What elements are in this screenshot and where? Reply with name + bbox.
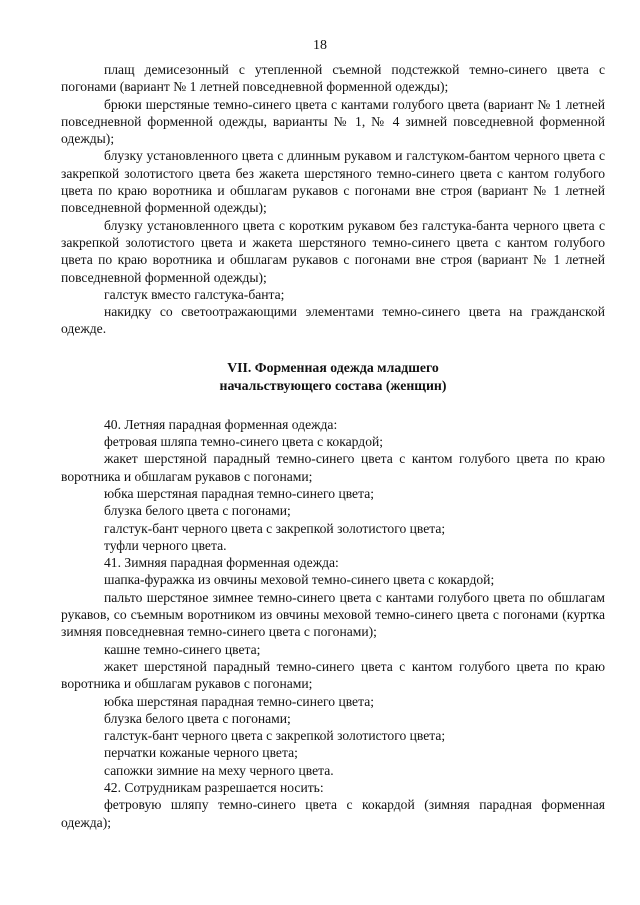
list-item: шапка-фуражка из овчины меховой темно-синего цвета с кокардой; xyxy=(104,572,495,588)
section-heading xyxy=(61,359,605,395)
section-heading-line-2: начальствующего состава (женщин) xyxy=(219,377,447,393)
clause-heading: 42. Сотрудникам разрешается носить: xyxy=(104,779,324,795)
paragraph: блузку установленного цвета с коротким рукавом без галстука-банта черного цвета с закрепкой золотистого цвета и жакета шерстяного темно-синего цвета с кантом голубого цвета по краю воротника и обшлагам рукавов с погонами вне строя (вариант № 1 летней повседневной форменной одежды); xyxy=(61,217,605,285)
list-item: кашне темно-синего цвета; xyxy=(104,641,261,657)
list-item: блузка белого цвета с погонами; xyxy=(104,710,291,726)
list-item: сапожки зимние на меху черного цвета. xyxy=(104,762,334,778)
list-item: фетровая шляпа темно-синего цвета с кокардой; xyxy=(104,434,384,450)
paragraph: брюки шерстяные темно-синего цвета с кантами голубого цвета (вариант № 1 летней повседневной форменной одежды, варианты № 1, № 4 зимней повседневной форменной одежды); xyxy=(61,96,605,147)
paragraph: галстук вместо галстука-банта; xyxy=(104,286,285,302)
list-item: пальто шерстяное зимнее темно-синего цвета с кантами голубого цвета по обшлагам рукавов, со съемным воротником из овчины меховой темно-синего цвета с погонами (куртка зимняя повседневная темно-синего цвета с погонами); xyxy=(61,589,605,640)
document-body xyxy=(61,61,605,831)
paragraph: плащ демисезонный с утепленной съемной подстежкой темно-синего цвета с погонами (вариант № 1 летней повседневной форменной одежды); xyxy=(61,62,605,95)
list-item: туфли черного цвета. xyxy=(104,537,227,553)
list-item: блузка белого цвета с погонами; xyxy=(104,503,291,519)
list-item: галстук-бант черного цвета с закрепкой золотистого цвета; xyxy=(104,728,446,744)
list-item: фетровую шляпу темно-синего цвета с кокардой (зимняя парадная форменная одежда); xyxy=(61,797,605,830)
list-item: жакет шерстяной парадный темно-синего цвета с кантом голубого цвета по краю воротника и обшлагам рукавов с погонами; xyxy=(61,451,605,484)
section-heading-line-1: VII. Форменная одежда младшего xyxy=(227,359,439,375)
page-number: 18 xyxy=(313,38,327,53)
list-item: юбка шерстяная парадная темно-синего цвета; xyxy=(104,693,375,709)
list-item: жакет шерстяной парадный темно-синего цвета с кантом голубого цвета по краю воротника и обшлагам рукавов с погонами; xyxy=(61,658,605,692)
paragraph: накидку со светоотражающими элементами темно-синего цвета на гражданской одежде. xyxy=(61,304,605,337)
list-item: галстук-бант черного цвета с закрепкой золотистого цвета; xyxy=(104,520,446,536)
list-item: юбка шерстяная парадная темно-синего цвета; xyxy=(104,485,375,501)
clause-heading: 40. Летняя парадная форменная одежда: xyxy=(104,416,338,432)
list-item: перчатки кожаные черного цвета; xyxy=(104,745,298,761)
clause-heading: 41. Зимняя парадная форменная одежда: xyxy=(104,555,339,571)
paragraph: блузку установленного цвета с длинным рукавом и галстуком-бантом черного цвета с закрепкой золотистого цвета без жакета шерстяного темно-синего цвета с кантом голубого цвета по краю воротника и обшлагам рукавов с погонами вне строя (вариант № 1 летней повседневной форменной одежды); xyxy=(61,148,605,216)
